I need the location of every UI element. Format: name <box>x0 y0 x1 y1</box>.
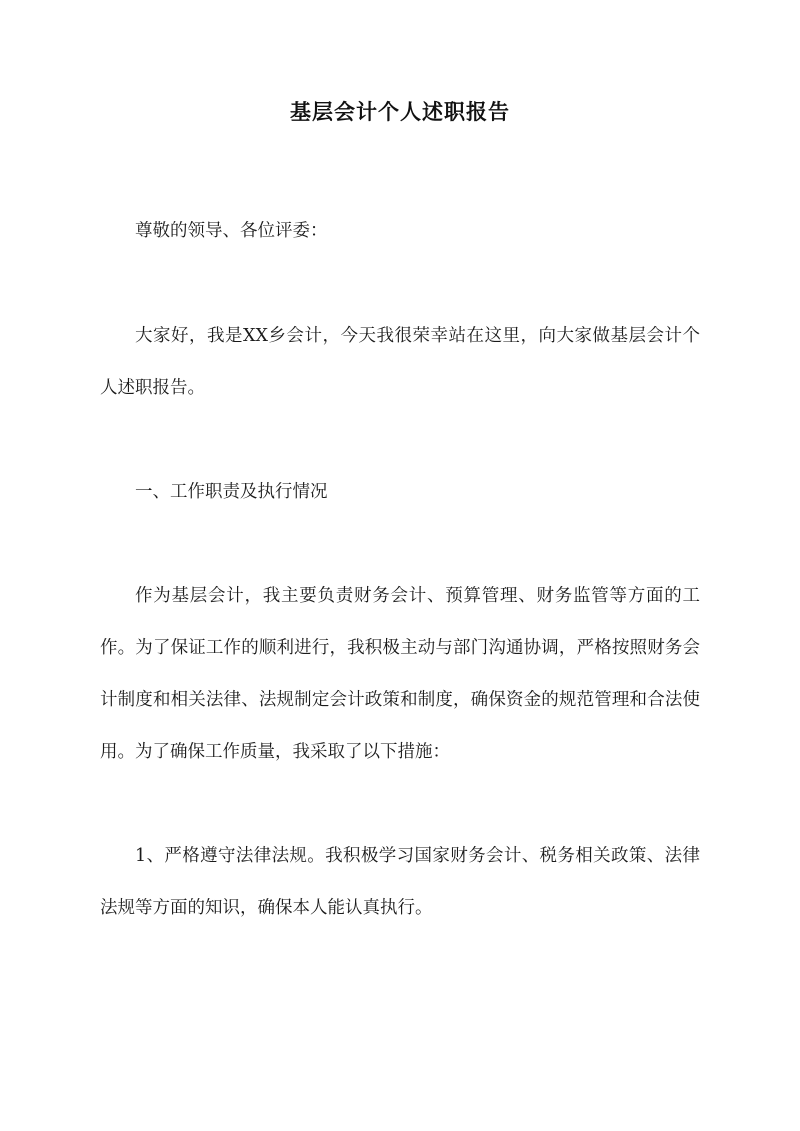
salutation-paragraph: 尊敬的领导、各位评委： <box>135 221 328 241</box>
section-heading-1: 一、工作职责及执行情况 <box>135 482 328 502</box>
intro-paragraph: 大家好，我是XX乡会计，今天我很荣幸站在这里，向大家做基层会计个人述职报告。 <box>100 326 700 398</box>
list-item-1: 1、严格遵守法律法规。我积极学习国家财务会计、税务相关政策、法律法规等方面的知识，确保本人能认真执行。 <box>100 846 700 918</box>
duty-paragraph: 作为基层会计，我主要负责财务会计、预算管理、财务监管等方面的工作。为了保证工作的顺利进行，我积极主动与部门沟通协调，严格按照财务会计制度和相关法律、法规制定会计政策和制度，确保资金的规范管理和合法使用。为了确保工作质量，我采取了以下措施： <box>100 586 700 762</box>
document-title: 基层会计个人述职报告 <box>290 99 510 124</box>
